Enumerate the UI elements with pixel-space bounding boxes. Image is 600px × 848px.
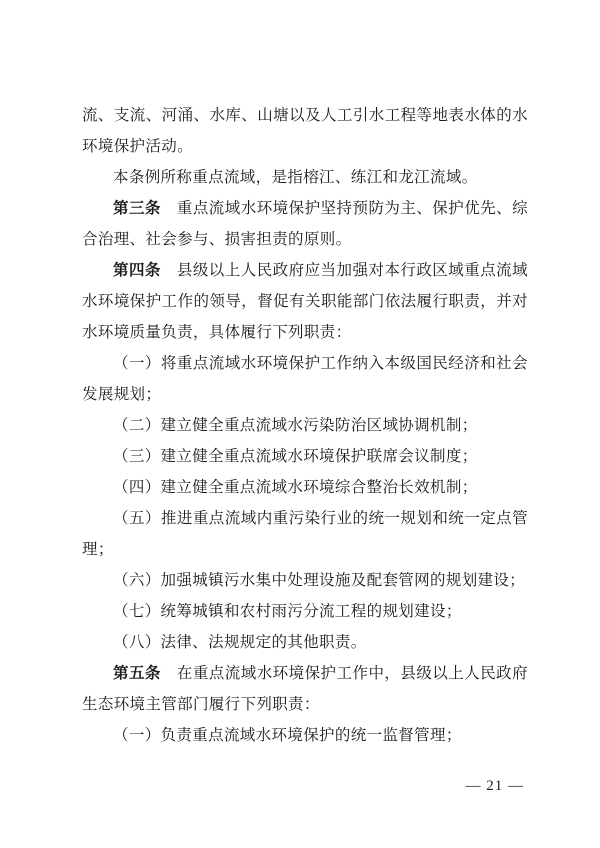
paragraph-text: （一）负责重点流域水环境保护的统一监督管理； xyxy=(113,726,462,744)
paragraph-text: （六）加强城镇污水集中处理设施及配套管网的规划建设； xyxy=(113,571,526,589)
article-paragraph xyxy=(82,255,528,348)
paragraph-text: 县级以上人民政府应当加强对本行政区域重点流域水环境保护工作的领导，督促有关职能部门依法履行职责，并对水环境质量负责，具体履行下列职责： xyxy=(82,261,528,341)
page-number: — 21 — xyxy=(465,778,524,794)
paragraph-text: 在重点流域水环境保护工作中，县级以上人民政府生态环境主管部门履行下列职责： xyxy=(82,664,528,713)
list-item xyxy=(82,441,528,472)
article-heading: 第四条 xyxy=(113,261,161,279)
list-item xyxy=(82,348,528,410)
paragraph-text: （三）建立健全重点流域水环境保护联席会议制度； xyxy=(113,447,478,465)
list-item xyxy=(82,565,528,596)
paragraph-text: （二）建立健全重点流域水污染防治区域协调机制； xyxy=(113,416,478,434)
body-text xyxy=(82,100,528,751)
paragraph-text: 重点流域水环境保护坚持预防为主、保护优先、综合治理、社会参与、损害担责的原则。 xyxy=(82,199,528,248)
paragraph-text: （四）建立健全重点流域水环境综合整治长效机制； xyxy=(113,478,478,496)
list-item xyxy=(82,627,528,658)
paragraph-text: （一）将重点流域水环境保护工作纳入本级国民经济和社会发展规划； xyxy=(82,354,528,403)
paragraph xyxy=(82,100,528,162)
list-item xyxy=(82,720,528,751)
list-item xyxy=(82,410,528,441)
paragraph xyxy=(82,162,528,193)
list-item xyxy=(82,503,528,565)
article-heading: 第三条 xyxy=(113,199,161,217)
paragraph-text: （七）统筹城镇和农村雨污分流工程的规划建设； xyxy=(113,602,462,620)
article-paragraph xyxy=(82,193,528,255)
paragraph-text: 流、支流、河涌、水库、山塘以及人工引水工程等地表水体的水环境保护活动。 xyxy=(82,106,528,155)
paragraph-text: （五）推进重点流域内重污染行业的统一规划和统一定点管理； xyxy=(82,509,528,558)
paragraph-text: （八）法律、法规规定的其他职责。 xyxy=(113,633,367,651)
list-item xyxy=(82,472,528,503)
list-item xyxy=(82,596,528,627)
article-heading: 第五条 xyxy=(113,664,161,682)
paragraph-text: 本条例所称重点流域，是指榕江、练江和龙江流域。 xyxy=(113,168,478,186)
article-paragraph xyxy=(82,658,528,720)
